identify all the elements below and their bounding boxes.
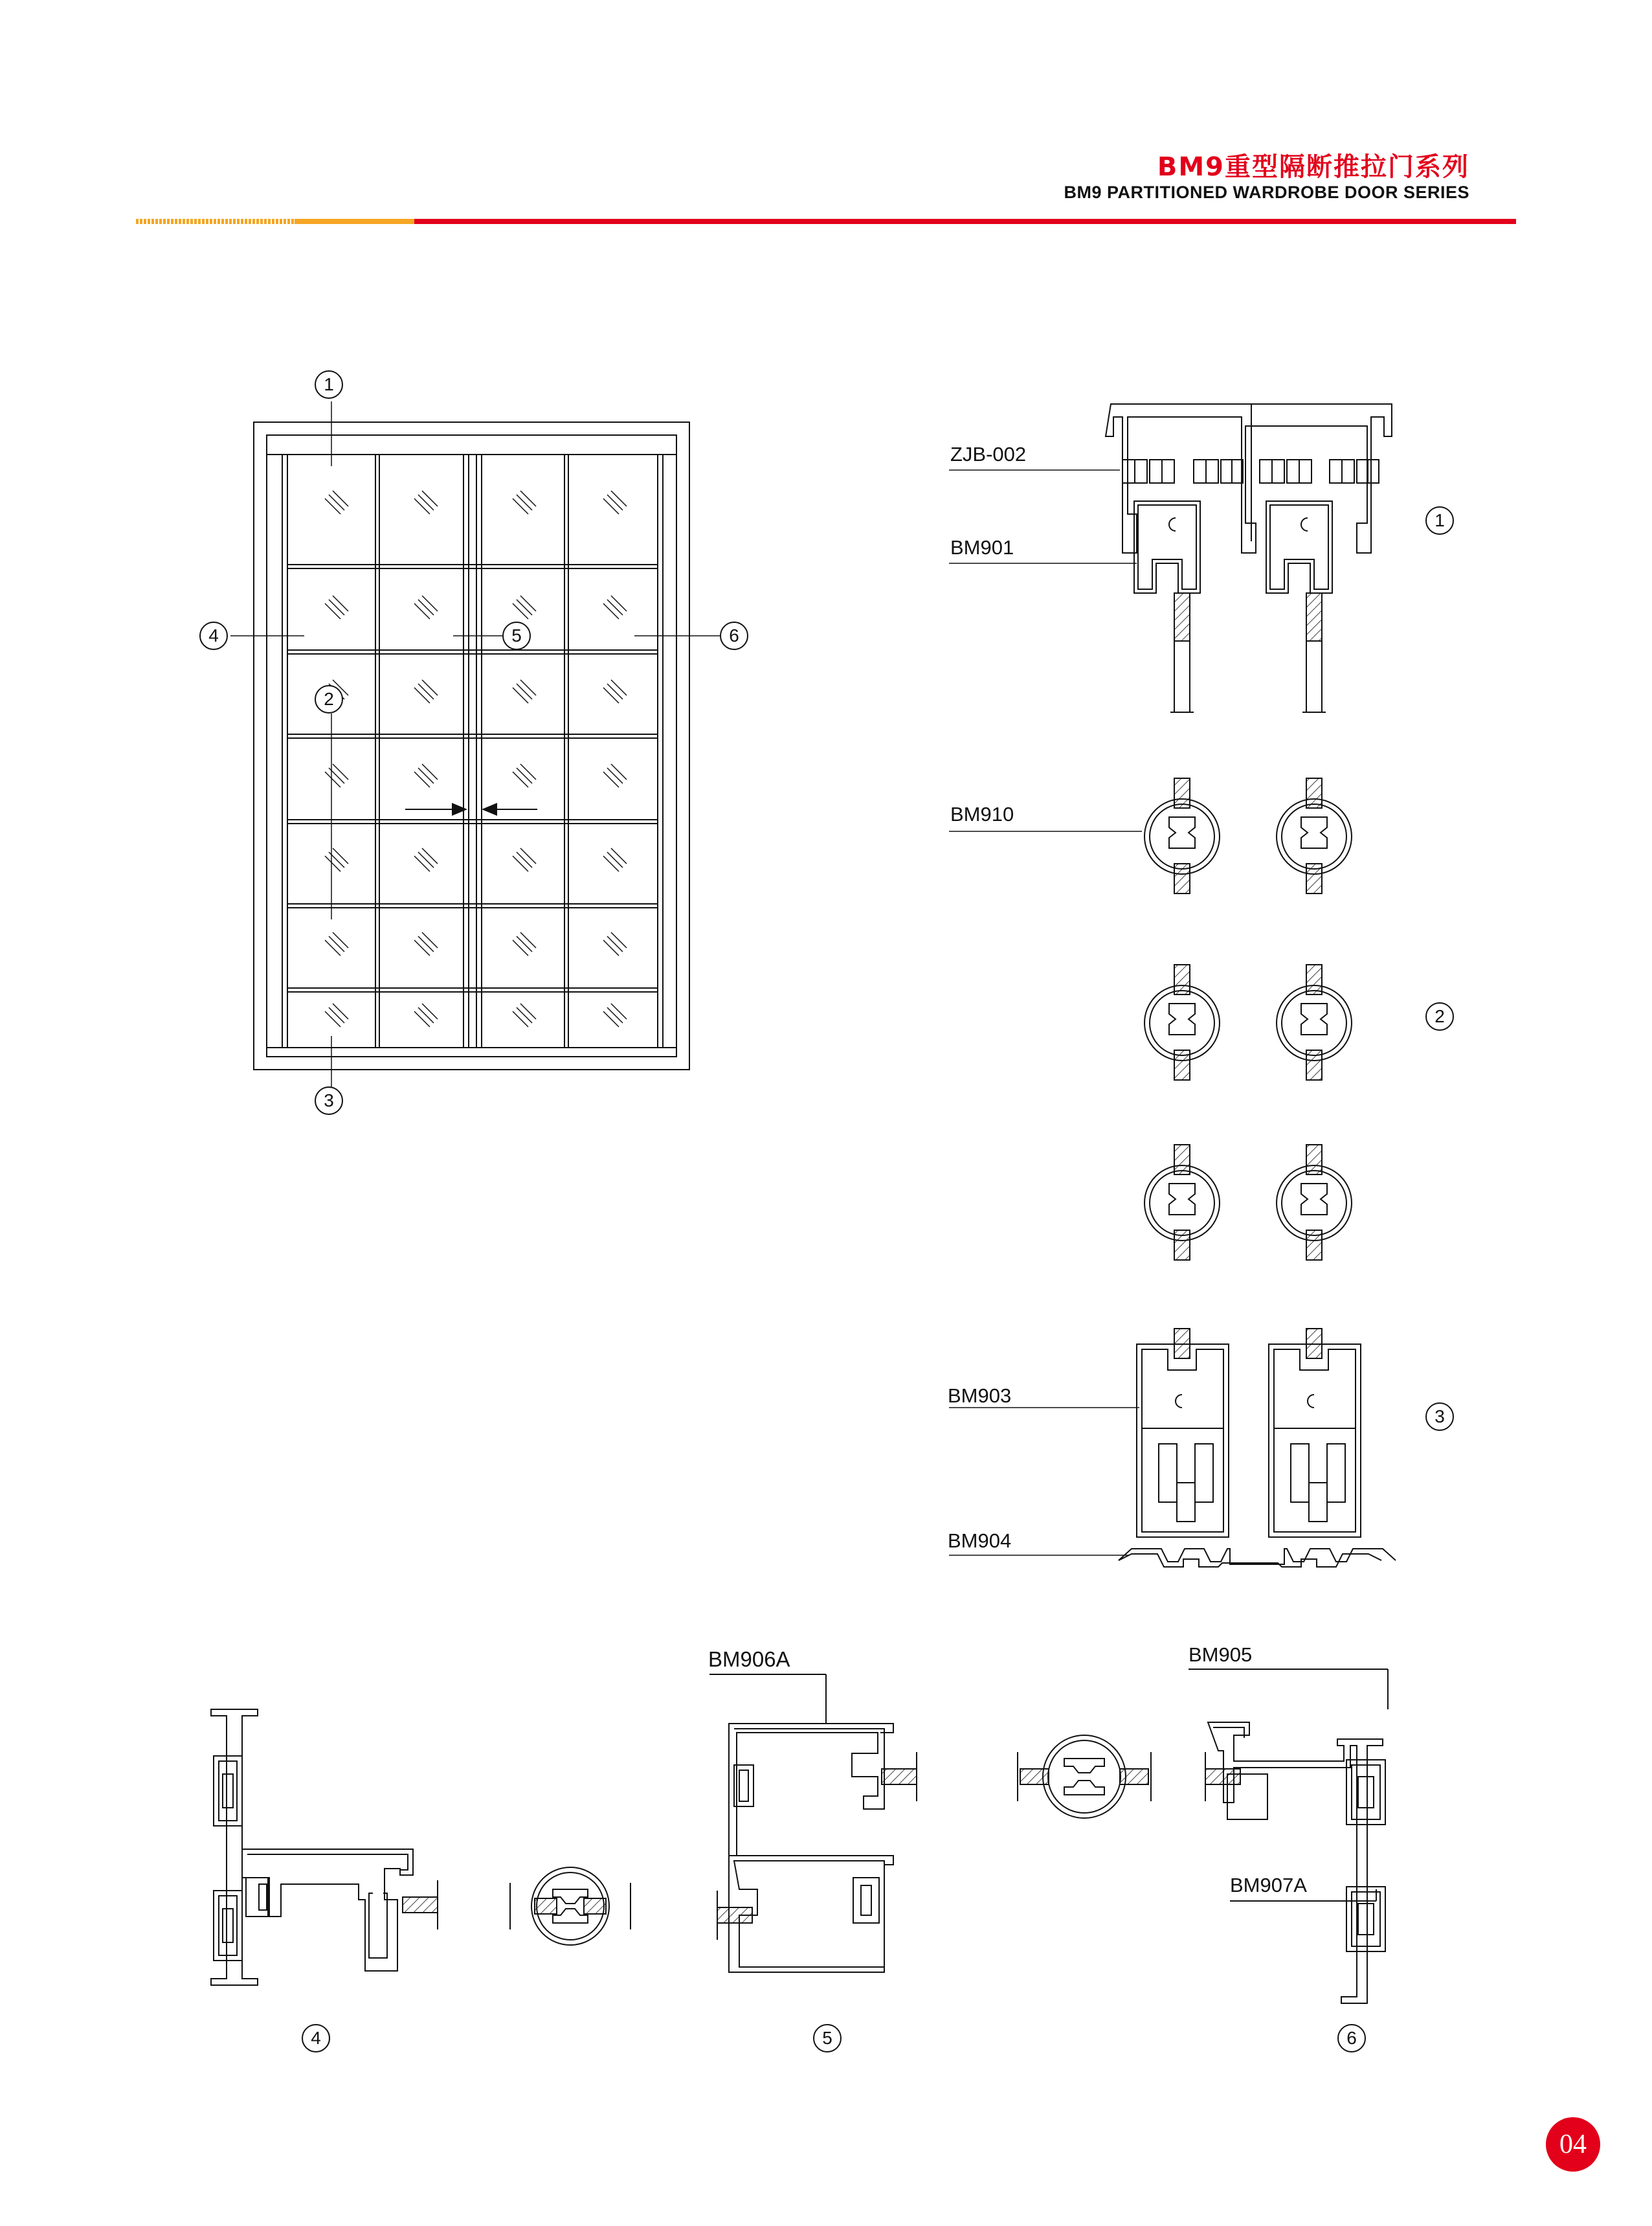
section-top-glass — [1170, 593, 1326, 712]
label-bm910: BM910 — [950, 803, 1014, 826]
label-bm907a: BM907A — [1230, 1874, 1307, 1896]
label-bm905: BM905 — [1189, 1643, 1253, 1666]
label-bm903: BM903 — [948, 1384, 1012, 1407]
section-right-jamb — [1208, 1722, 1385, 2003]
section-callout-6: 6 — [1337, 2024, 1366, 2052]
section-callout-1: 1 — [1425, 506, 1454, 535]
section-callout-5: 5 — [813, 2024, 842, 2052]
section-left-jamb-glass — [403, 1880, 438, 1929]
elevation-callout-5: 5 — [502, 622, 531, 650]
page-title-en: BM9 PARTITIONED WARDROBE DOOR SERIES — [1064, 183, 1469, 202]
section-middle-rails — [1144, 778, 1352, 1260]
elevation-callout-4: 4 — [199, 622, 228, 650]
door-elevation — [254, 422, 689, 1070]
section-callout-2: 2 — [1425, 1002, 1454, 1031]
page-number-badge: 04 — [1546, 2117, 1600, 2172]
elevation-callout-6: 6 — [720, 622, 748, 650]
section-bottom-rail — [1119, 1329, 1396, 1567]
label-zjb002: ZJB-002 — [950, 443, 1027, 466]
section-callout-4: 4 — [302, 2024, 330, 2052]
section-center-bm906a — [729, 1724, 893, 1972]
section-left-jamb — [211, 1709, 413, 1985]
elevation-callout-2: 2 — [315, 685, 343, 714]
elevation-leaders — [230, 401, 720, 1088]
label-bm901: BM901 — [950, 536, 1014, 559]
section-center-big-round — [1018, 1735, 1151, 1818]
section-top-track — [1106, 404, 1392, 593]
label-bm906a: BM906A — [708, 1647, 790, 1671]
elevation-callout-3: 3 — [315, 1086, 343, 1115]
label-bm904: BM904 — [948, 1529, 1012, 1552]
section-callout-3: 3 — [1425, 1402, 1454, 1431]
elevation-callout-1: 1 — [315, 370, 343, 399]
section-center-small — [510, 1867, 631, 1945]
page-title-cn: BM9重型隔断推拉门系列 — [1157, 152, 1469, 182]
